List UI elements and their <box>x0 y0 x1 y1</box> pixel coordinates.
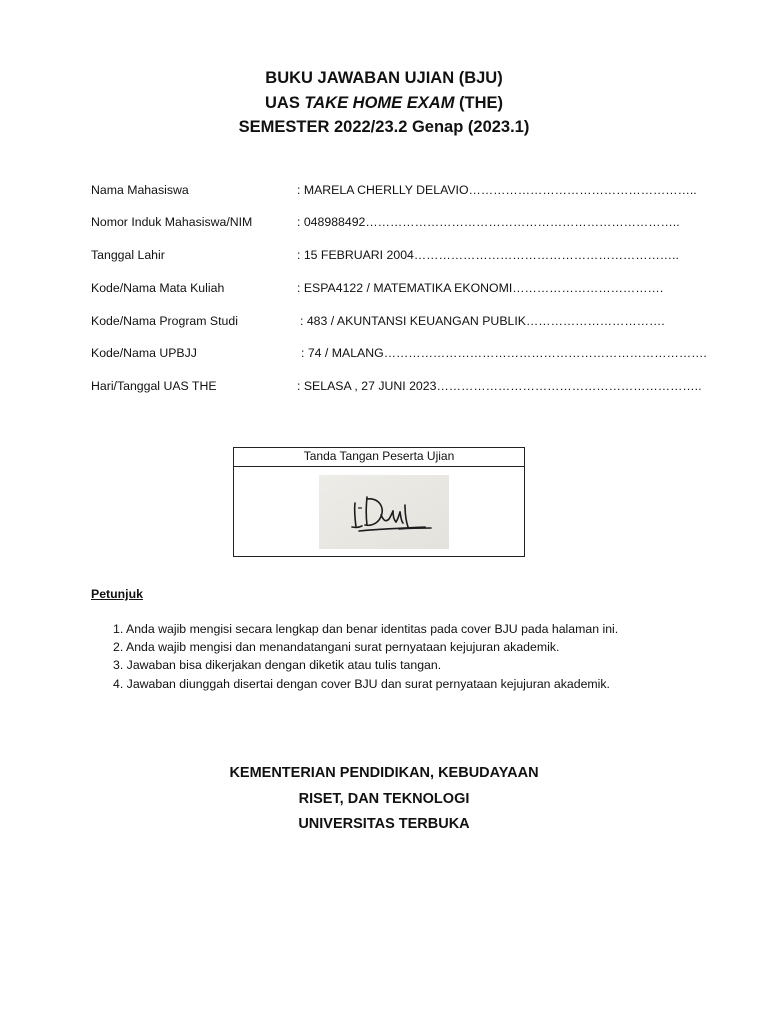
identity-label: Tanggal Lahir <box>91 248 165 262</box>
identity-value: : SELASA , 27 JUNI 2023……………………………………………………….. <box>297 379 702 393</box>
identity-label: Kode/Nama UPBJJ <box>91 346 197 360</box>
identity-row-program-studi <box>91 314 665 334</box>
identity-value: : 048988492………………………………………………………………….. <box>297 215 680 229</box>
header-exam-prefix: UAS <box>264 93 305 112</box>
instruction-item: 3. Jawaban bisa dikerjakan dengan diketik atau tulis tangan. <box>113 658 442 673</box>
document-header <box>0 66 768 140</box>
identity-row-tanggal-lahir <box>91 248 679 268</box>
identity-value: : 74 / MALANG……………………………………………………………………. <box>301 346 707 360</box>
institution-footer <box>0 761 768 838</box>
signature-header: Tanda Tangan Peserta Ujian <box>234 448 524 467</box>
signature-image <box>319 475 449 549</box>
instructions-title: Petunjuk <box>91 587 143 601</box>
instruction-item: 1. Anda wajib mengisi secara lengkap dan benar identitas pada cover BJU pada halaman ini. <box>113 622 619 636</box>
instruction-item: 4. Jawaban diunggah disertai dengan cover BJU dan surat pernyataan kejujuran akademik. <box>113 676 610 691</box>
footer-university: UNIVERSITAS TERBUKA <box>298 816 470 832</box>
footer-ministry-cont: RISET, DAN TEKNOLOGI <box>298 790 470 807</box>
identity-label: Kode/Nama Mata Kuliah <box>91 281 225 295</box>
instruction-item: 2. Anda wajib mengisi dan menandatangani surat pernyataan kejujuran akademik. <box>113 640 560 655</box>
identity-value: : 483 / AKUNTANSI KEUANGAN PUBLIK……………………………. <box>300 314 665 328</box>
header-semester: SEMESTER 2022/23.2 Genap (2023.1) <box>238 118 530 136</box>
identity-row-tanggal-uas <box>91 379 702 399</box>
identity-row-mata-kuliah <box>91 281 664 301</box>
header-exam-type <box>0 91 768 116</box>
identity-label: Nomor Induk Mahasiswa/NIM <box>91 215 253 229</box>
identity-label: Nama Mahasiswa <box>91 183 189 197</box>
identity-row-nim <box>91 215 680 235</box>
header-exam-italic: TAKE HOME EXAM <box>304 93 455 112</box>
header-exam-suffix: (THE) <box>454 93 504 112</box>
identity-value: : 15 FEBRUARI 2004……………………………………………………….. <box>297 248 679 262</box>
identity-row-upbjj <box>91 346 707 366</box>
instructions-list <box>113 620 673 693</box>
identity-label: Kode/Nama Program Studi <box>91 314 238 328</box>
identity-value: : MARELA CHERLLY DELAVIO……………………………………………….. <box>297 183 697 197</box>
signature-box <box>233 447 525 557</box>
identity-label: Hari/Tanggal UAS THE <box>91 379 217 393</box>
identity-row-nama <box>91 183 697 203</box>
header-title: BUKU JAWABAN UJIAN (BJU) <box>265 69 503 87</box>
footer-ministry: KEMENTERIAN PENDIDIKAN, KEBUDAYAAN <box>229 765 539 781</box>
identity-value: : ESPA4122 / MATEMATIKA EKONOMI………………………………. <box>297 281 664 295</box>
